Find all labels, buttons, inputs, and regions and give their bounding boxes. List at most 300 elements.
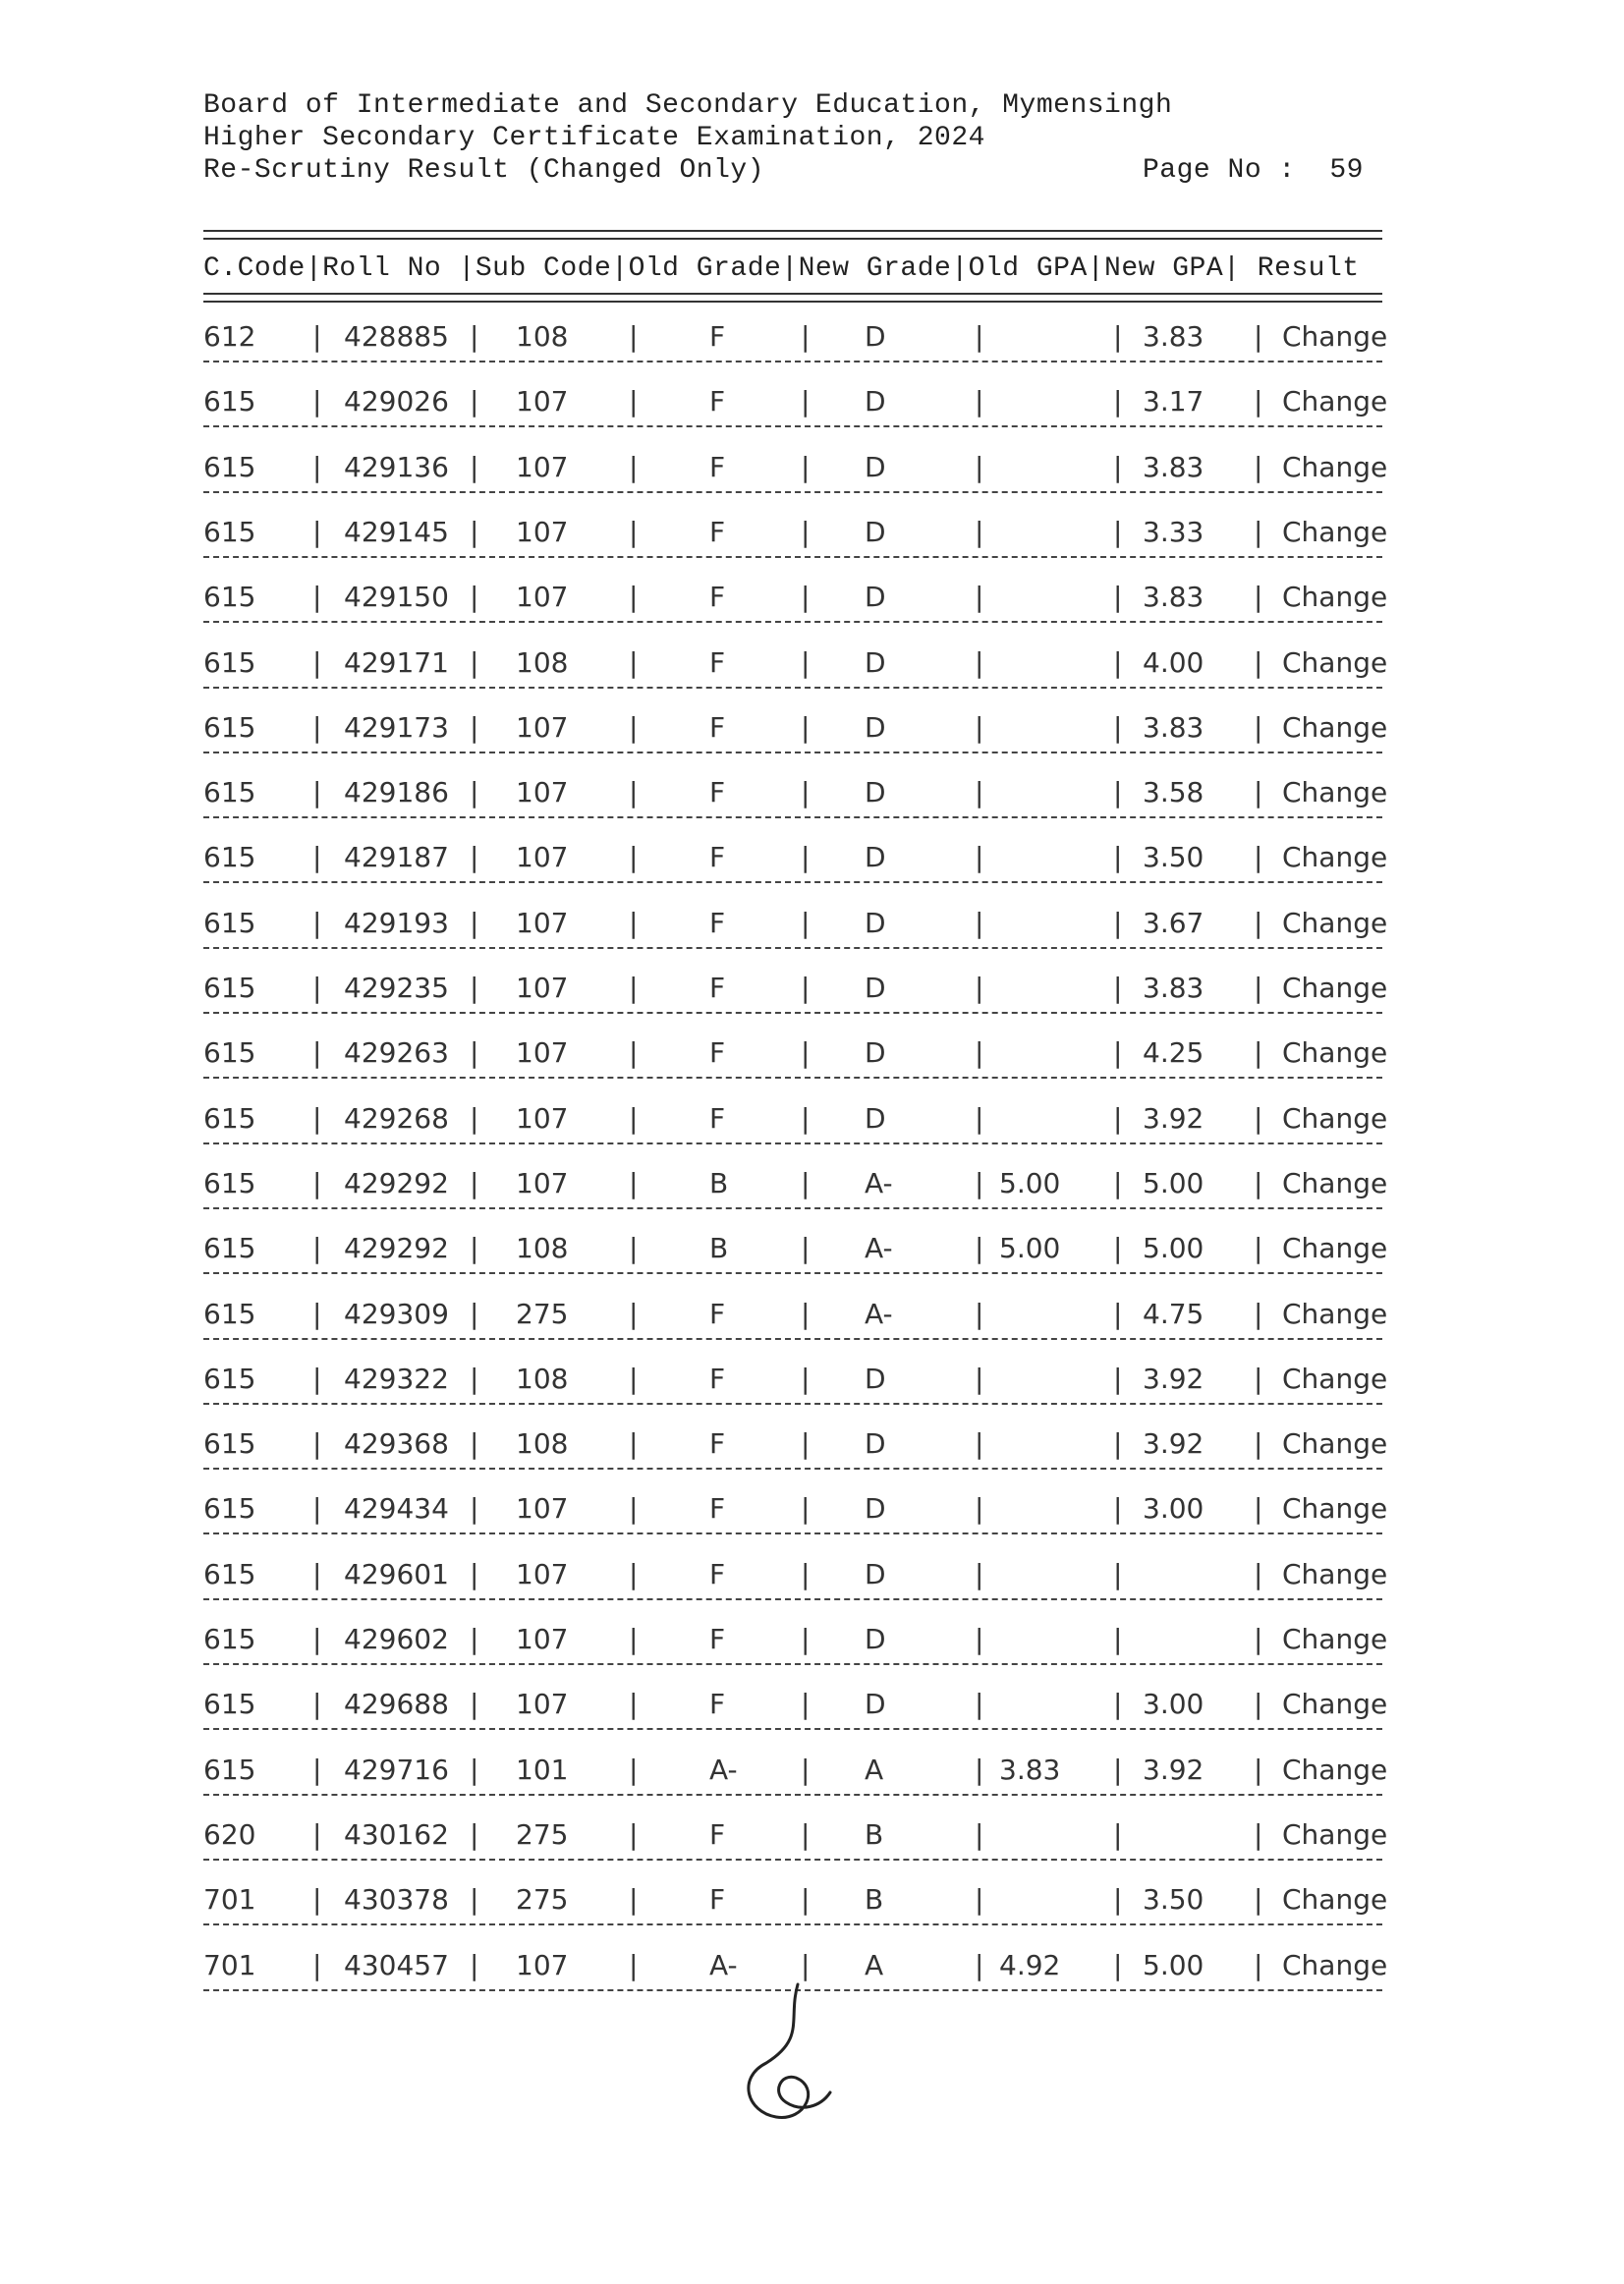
cell-c-code: 615 xyxy=(203,907,256,939)
column-separator: | xyxy=(629,1232,639,1264)
table-row xyxy=(0,1036,1624,1076)
cell-result: Change xyxy=(1282,1167,1388,1199)
column-separator: | xyxy=(470,1298,479,1330)
column-separator: | xyxy=(470,385,479,418)
column-separator: | xyxy=(470,1232,479,1264)
cell-roll-no: 429235 xyxy=(344,972,449,1004)
column-separator: | xyxy=(470,451,479,483)
column-separator: | xyxy=(629,320,639,353)
column-separator: | xyxy=(629,1298,639,1330)
table-row xyxy=(0,1818,1624,1858)
column-separator: | xyxy=(312,1492,322,1525)
cell-old-gpa: 5.00 xyxy=(999,1167,1061,1199)
cell-new-grade: B xyxy=(865,1818,884,1851)
column-separator: | xyxy=(1113,385,1123,418)
cell-c-code: 701 xyxy=(203,1883,256,1916)
header-bottom-rule xyxy=(203,293,1382,303)
column-separator: | xyxy=(1113,776,1123,808)
column-separator: | xyxy=(629,776,639,808)
column-separator: | xyxy=(629,646,639,679)
column-separator: | xyxy=(629,972,639,1004)
cell-c-code: 615 xyxy=(203,972,256,1004)
cell-result: Change xyxy=(1282,1818,1388,1851)
column-separator: | xyxy=(1113,451,1123,483)
column-separator: | xyxy=(975,1232,984,1264)
cell-new-grade: D xyxy=(865,1036,886,1069)
cell-c-code: 615 xyxy=(203,451,256,483)
cell-roll-no: 429434 xyxy=(344,1492,449,1525)
column-separator: | xyxy=(975,776,984,808)
column-separator: | xyxy=(312,907,322,939)
column-separator: | xyxy=(801,841,811,873)
column-separator: | xyxy=(1254,972,1263,1004)
cell-new-gpa: 3.83 xyxy=(1143,581,1204,613)
cell-new-gpa: 3.00 xyxy=(1143,1688,1204,1720)
column-separator: | xyxy=(801,1623,811,1655)
column-separator: | xyxy=(312,1363,322,1395)
column-separator: | xyxy=(801,1427,811,1460)
cell-new-grade: D xyxy=(865,907,886,939)
column-separator: | xyxy=(975,972,984,1004)
cell-sub-code: 107 xyxy=(516,385,569,418)
cell-roll-no: 429601 xyxy=(344,1558,449,1590)
column-separator: | xyxy=(1113,1688,1123,1720)
row-divider xyxy=(203,1207,1382,1209)
table-row xyxy=(0,516,1624,555)
cell-roll-no: 429309 xyxy=(344,1298,449,1330)
cell-old-grade: F xyxy=(709,1427,726,1460)
column-separator: | xyxy=(470,1102,479,1135)
column-separator: | xyxy=(1254,646,1263,679)
cell-new-grade: D xyxy=(865,385,886,418)
cell-roll-no: 429268 xyxy=(344,1102,449,1135)
cell-new-grade: D xyxy=(865,581,886,613)
column-separator: | xyxy=(312,385,322,418)
cell-result: Change xyxy=(1282,1492,1388,1525)
column-separator: | xyxy=(629,1427,639,1460)
column-separator: | xyxy=(1113,841,1123,873)
cell-result: Change xyxy=(1282,385,1388,418)
table-row xyxy=(0,1102,1624,1142)
table-row xyxy=(0,1558,1624,1597)
column-separator: | xyxy=(470,776,479,808)
column-separator: | xyxy=(312,1102,322,1135)
cell-new-gpa: 3.83 xyxy=(1143,451,1204,483)
column-separator: | xyxy=(629,1818,639,1851)
cell-roll-no: 429716 xyxy=(344,1754,449,1786)
column-separator: | xyxy=(1254,1363,1263,1395)
cell-roll-no: 430457 xyxy=(344,1949,449,1981)
column-separator: | xyxy=(470,841,479,873)
column-separator: | xyxy=(801,1232,811,1264)
column-separator: | xyxy=(801,1754,811,1786)
column-separator: | xyxy=(801,1492,811,1525)
column-separator: | xyxy=(1254,1558,1263,1590)
cell-sub-code: 107 xyxy=(516,776,569,808)
row-divider xyxy=(203,881,1382,883)
cell-old-grade: F xyxy=(709,581,726,613)
column-separator: | xyxy=(312,1036,322,1069)
column-separator: | xyxy=(629,841,639,873)
column-separator: | xyxy=(1254,1427,1263,1460)
column-separator: | xyxy=(1254,1949,1263,1981)
cell-result: Change xyxy=(1282,972,1388,1004)
column-separator: | xyxy=(1113,1558,1123,1590)
cell-old-grade: A- xyxy=(709,1754,738,1786)
cell-old-gpa: 3.83 xyxy=(999,1754,1061,1786)
column-header: C.Code|Roll No |Sub Code|Old Grade|New Grade|Old GPA|New GPA| Result xyxy=(203,253,1360,284)
cell-new-gpa: 5.00 xyxy=(1143,1949,1204,1981)
cell-old-grade: F xyxy=(709,1883,726,1916)
column-separator: | xyxy=(975,1688,984,1720)
cell-new-grade: D xyxy=(865,1688,886,1720)
column-separator: | xyxy=(312,320,322,353)
cell-sub-code: 275 xyxy=(516,1298,569,1330)
column-separator: | xyxy=(470,1427,479,1460)
cell-new-grade: D xyxy=(865,841,886,873)
cell-sub-code: 107 xyxy=(516,581,569,613)
cell-roll-no: 429263 xyxy=(344,1036,449,1069)
column-separator: | xyxy=(975,1754,984,1786)
cell-new-grade: A- xyxy=(865,1298,893,1330)
row-divider xyxy=(203,1532,1382,1534)
cell-sub-code: 108 xyxy=(516,1232,569,1264)
cell-c-code: 615 xyxy=(203,1688,256,1720)
cell-new-grade: D xyxy=(865,1623,886,1655)
cell-new-gpa: 4.75 xyxy=(1143,1298,1204,1330)
cell-new-grade: B xyxy=(865,1883,884,1916)
cell-old-grade: F xyxy=(709,1623,726,1655)
column-separator: | xyxy=(470,1818,479,1851)
column-separator: | xyxy=(1113,516,1123,548)
cell-new-grade: D xyxy=(865,1363,886,1395)
column-separator: | xyxy=(312,1558,322,1590)
column-separator: | xyxy=(1113,1102,1123,1135)
column-separator: | xyxy=(801,1949,811,1981)
cell-roll-no: 429602 xyxy=(344,1623,449,1655)
column-separator: | xyxy=(1254,1102,1263,1135)
column-separator: | xyxy=(801,1688,811,1720)
cell-new-gpa: 3.67 xyxy=(1143,907,1204,939)
cell-new-grade: A- xyxy=(865,1232,893,1264)
cell-c-code: 615 xyxy=(203,1754,256,1786)
column-separator: | xyxy=(470,907,479,939)
cell-c-code: 615 xyxy=(203,1232,256,1264)
column-separator: | xyxy=(801,1167,811,1199)
cell-c-code: 620 xyxy=(203,1818,256,1851)
cell-old-grade: F xyxy=(709,516,726,548)
cell-new-gpa: 3.17 xyxy=(1143,385,1204,418)
column-separator: | xyxy=(1113,972,1123,1004)
row-divider xyxy=(203,491,1382,493)
cell-sub-code: 107 xyxy=(516,841,569,873)
column-separator: | xyxy=(801,907,811,939)
table-row xyxy=(0,1492,1624,1532)
cell-sub-code: 108 xyxy=(516,320,569,353)
cell-result: Change xyxy=(1282,1754,1388,1786)
column-separator: | xyxy=(1113,581,1123,613)
cell-result: Change xyxy=(1282,907,1388,939)
column-separator: | xyxy=(801,516,811,548)
table-row xyxy=(0,320,1624,360)
cell-roll-no: 429171 xyxy=(344,646,449,679)
column-separator: | xyxy=(1254,1883,1263,1916)
cell-result: Change xyxy=(1282,451,1388,483)
table-row xyxy=(0,776,1624,815)
row-divider xyxy=(203,1338,1382,1340)
column-separator: | xyxy=(1113,711,1123,744)
cell-sub-code: 107 xyxy=(516,1492,569,1525)
column-separator: | xyxy=(1254,1298,1263,1330)
cell-roll-no: 429150 xyxy=(344,581,449,613)
column-separator: | xyxy=(470,646,479,679)
page-number: Page No : 59 xyxy=(1143,155,1364,186)
column-separator: | xyxy=(629,1492,639,1525)
row-divider xyxy=(203,687,1382,689)
column-separator: | xyxy=(975,1949,984,1981)
column-separator: | xyxy=(975,1036,984,1069)
column-separator: | xyxy=(975,1492,984,1525)
cell-roll-no: 429688 xyxy=(344,1688,449,1720)
column-separator: | xyxy=(312,581,322,613)
column-separator: | xyxy=(801,451,811,483)
cell-new-gpa: 5.00 xyxy=(1143,1167,1204,1199)
column-separator: | xyxy=(975,1883,984,1916)
cell-roll-no: 429193 xyxy=(344,907,449,939)
cell-c-code: 615 xyxy=(203,1036,256,1069)
cell-old-grade: F xyxy=(709,1492,726,1525)
table-row xyxy=(0,1623,1624,1662)
column-separator: | xyxy=(1113,1036,1123,1069)
cell-new-gpa: 3.83 xyxy=(1143,972,1204,1004)
column-separator: | xyxy=(1254,1623,1263,1655)
row-divider xyxy=(203,816,1382,818)
column-separator: | xyxy=(470,1492,479,1525)
row-divider xyxy=(203,947,1382,949)
column-separator: | xyxy=(470,1167,479,1199)
table-row xyxy=(0,1298,1624,1337)
cell-new-gpa: 3.83 xyxy=(1143,320,1204,353)
column-separator: | xyxy=(1113,646,1123,679)
row-divider xyxy=(203,361,1382,362)
column-separator: | xyxy=(975,1818,984,1851)
column-separator: | xyxy=(1113,1167,1123,1199)
cell-result: Change xyxy=(1282,1623,1388,1655)
row-divider xyxy=(203,1598,1382,1600)
row-divider xyxy=(203,1142,1382,1144)
cell-result: Change xyxy=(1282,581,1388,613)
cell-old-grade: F xyxy=(709,320,726,353)
cell-roll-no: 430378 xyxy=(344,1883,449,1916)
column-separator: | xyxy=(1254,385,1263,418)
cell-new-grade: D xyxy=(865,776,886,808)
cell-roll-no: 429292 xyxy=(344,1232,449,1264)
cell-new-grade: D xyxy=(865,1492,886,1525)
column-separator: | xyxy=(312,1818,322,1851)
cell-roll-no: 429145 xyxy=(344,516,449,548)
signature-mark xyxy=(727,1979,845,2137)
column-separator: | xyxy=(312,451,322,483)
column-separator: | xyxy=(1254,776,1263,808)
cell-result: Change xyxy=(1282,776,1388,808)
cell-old-grade: F xyxy=(709,711,726,744)
cell-old-grade: B xyxy=(709,1232,729,1264)
column-separator: | xyxy=(470,711,479,744)
column-separator: | xyxy=(629,451,639,483)
column-separator: | xyxy=(1113,1754,1123,1786)
cell-old-grade: F xyxy=(709,451,726,483)
column-separator: | xyxy=(801,1036,811,1069)
column-separator: | xyxy=(312,972,322,1004)
cell-new-grade: D xyxy=(865,1558,886,1590)
column-separator: | xyxy=(629,1102,639,1135)
column-separator: | xyxy=(975,385,984,418)
column-separator: | xyxy=(1254,711,1263,744)
cell-roll-no: 429186 xyxy=(344,776,449,808)
row-divider xyxy=(203,1272,1382,1274)
cell-c-code: 615 xyxy=(203,1298,256,1330)
column-separator: | xyxy=(470,972,479,1004)
cell-old-gpa: 5.00 xyxy=(999,1232,1061,1264)
row-divider xyxy=(203,556,1382,558)
table-row xyxy=(0,841,1624,880)
cell-result: Change xyxy=(1282,1036,1388,1069)
cell-c-code: 615 xyxy=(203,1558,256,1590)
cell-old-grade: F xyxy=(709,972,726,1004)
column-separator: | xyxy=(975,516,984,548)
cell-old-grade: F xyxy=(709,646,726,679)
board-title: Board of Intermediate and Secondary Education, Mymensingh xyxy=(203,90,1173,121)
cell-c-code: 615 xyxy=(203,1427,256,1460)
cell-roll-no: 429136 xyxy=(344,451,449,483)
cell-new-gpa: 3.92 xyxy=(1143,1754,1204,1786)
cell-new-gpa: 3.50 xyxy=(1143,841,1204,873)
column-separator: | xyxy=(470,1558,479,1590)
column-separator: | xyxy=(1113,1623,1123,1655)
column-separator: | xyxy=(629,1688,639,1720)
cell-new-grade: A- xyxy=(865,1167,893,1199)
cell-result: Change xyxy=(1282,646,1388,679)
table-row xyxy=(0,385,1624,424)
cell-new-grade: D xyxy=(865,516,886,548)
column-separator: | xyxy=(975,841,984,873)
cell-new-grade: D xyxy=(865,972,886,1004)
cell-sub-code: 107 xyxy=(516,711,569,744)
column-separator: | xyxy=(975,1363,984,1395)
table-row xyxy=(0,1688,1624,1727)
column-separator: | xyxy=(629,1883,639,1916)
column-separator: | xyxy=(629,516,639,548)
column-separator: | xyxy=(801,385,811,418)
cell-sub-code: 101 xyxy=(516,1754,569,1786)
row-divider xyxy=(203,1403,1382,1405)
cell-result: Change xyxy=(1282,1949,1388,1981)
cell-sub-code: 108 xyxy=(516,646,569,679)
cell-result: Change xyxy=(1282,1427,1388,1460)
table-row xyxy=(0,451,1624,490)
cell-new-gpa: 3.00 xyxy=(1143,1492,1204,1525)
column-separator: | xyxy=(975,1427,984,1460)
cell-sub-code: 107 xyxy=(516,1688,569,1720)
cell-old-grade: F xyxy=(709,1818,726,1851)
cell-result: Change xyxy=(1282,1688,1388,1720)
column-separator: | xyxy=(312,1688,322,1720)
header-top-rule xyxy=(203,230,1382,240)
column-separator: | xyxy=(312,646,322,679)
column-separator: | xyxy=(470,581,479,613)
column-separator: | xyxy=(629,1949,639,1981)
cell-sub-code: 107 xyxy=(516,1036,569,1069)
row-divider xyxy=(203,1794,1382,1796)
column-separator: | xyxy=(629,1558,639,1590)
cell-c-code: 615 xyxy=(203,516,256,548)
column-separator: | xyxy=(629,711,639,744)
cell-old-grade: F xyxy=(709,1363,726,1395)
cell-result: Change xyxy=(1282,1558,1388,1590)
column-separator: | xyxy=(1254,1167,1263,1199)
column-separator: | xyxy=(801,320,811,353)
cell-c-code: 612 xyxy=(203,320,256,353)
cell-c-code: 615 xyxy=(203,1102,256,1135)
cell-new-gpa: 5.00 xyxy=(1143,1232,1204,1264)
cell-c-code: 615 xyxy=(203,646,256,679)
row-divider xyxy=(203,1923,1382,1925)
cell-sub-code: 107 xyxy=(516,1949,569,1981)
column-separator: | xyxy=(975,1102,984,1135)
column-separator: | xyxy=(312,1754,322,1786)
column-separator: | xyxy=(975,1623,984,1655)
column-separator: | xyxy=(1254,1492,1263,1525)
column-separator: | xyxy=(801,1818,811,1851)
cell-result: Change xyxy=(1282,516,1388,548)
column-separator: | xyxy=(470,516,479,548)
column-separator: | xyxy=(975,1298,984,1330)
column-separator: | xyxy=(1254,1754,1263,1786)
column-separator: | xyxy=(312,1883,322,1916)
column-separator: | xyxy=(629,1623,639,1655)
cell-old-grade: F xyxy=(709,1298,726,1330)
column-separator: | xyxy=(312,1949,322,1981)
cell-roll-no: 429322 xyxy=(344,1363,449,1395)
column-separator: | xyxy=(801,972,811,1004)
table-row xyxy=(0,1883,1624,1922)
cell-old-grade: F xyxy=(709,1558,726,1590)
cell-roll-no: 429368 xyxy=(344,1427,449,1460)
cell-new-gpa: 3.92 xyxy=(1143,1102,1204,1135)
cell-roll-no: 429173 xyxy=(344,711,449,744)
cell-new-gpa: 3.50 xyxy=(1143,1883,1204,1916)
table-row xyxy=(0,646,1624,686)
column-separator: | xyxy=(801,1883,811,1916)
column-separator: | xyxy=(470,1754,479,1786)
column-separator: | xyxy=(1113,1949,1123,1981)
cell-c-code: 615 xyxy=(203,1623,256,1655)
row-divider xyxy=(203,1468,1382,1470)
column-separator: | xyxy=(1113,1427,1123,1460)
table-row xyxy=(0,972,1624,1011)
column-separator: | xyxy=(975,581,984,613)
cell-roll-no: 429292 xyxy=(344,1167,449,1199)
cell-result: Change xyxy=(1282,1232,1388,1264)
cell-roll-no: 429187 xyxy=(344,841,449,873)
cell-new-grade: D xyxy=(865,1102,886,1135)
column-separator: | xyxy=(1254,1688,1263,1720)
column-separator: | xyxy=(1113,1232,1123,1264)
cell-sub-code: 107 xyxy=(516,972,569,1004)
column-separator: | xyxy=(1254,320,1263,353)
column-separator: | xyxy=(975,711,984,744)
cell-result: Change xyxy=(1282,1298,1388,1330)
